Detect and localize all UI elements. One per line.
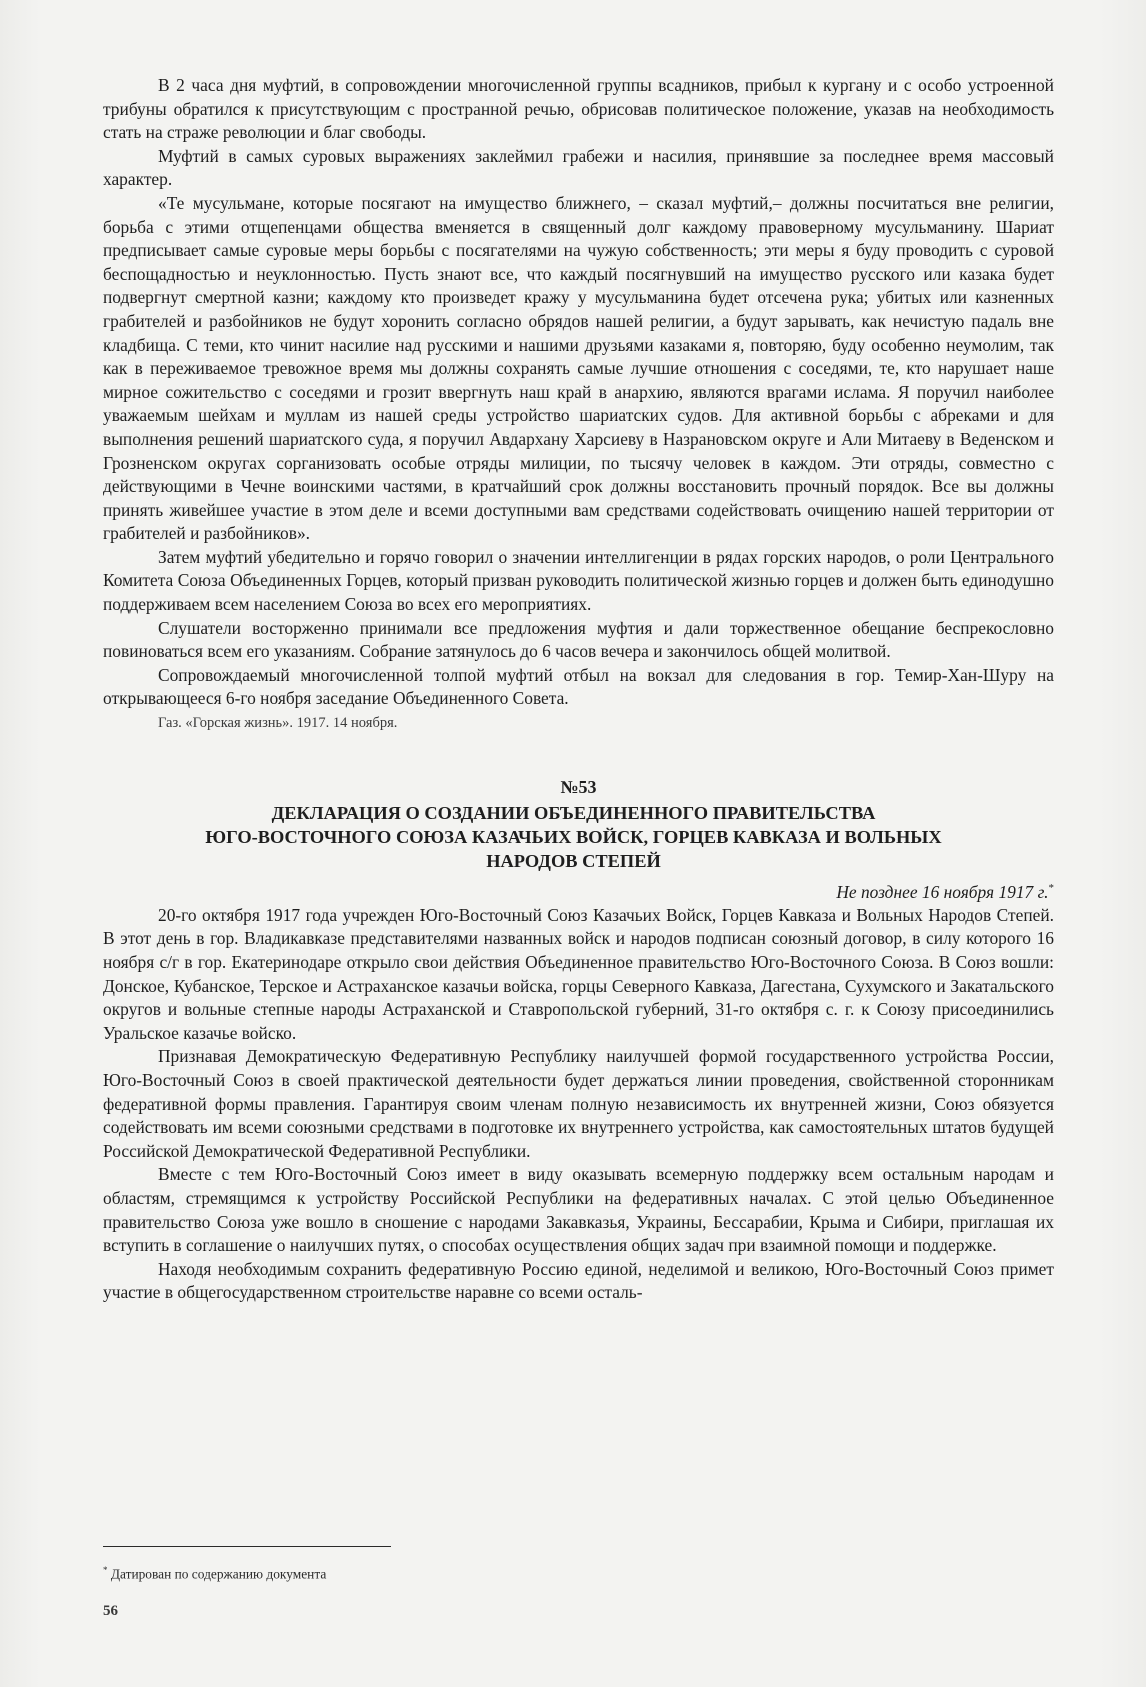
footnote-marker: * [103,1565,108,1575]
paragraph: Муфтий в самых суровых выражениях заклеймил грабежи и насилия, принявшие за последнее время массовый характер. [103,145,1054,190]
page-number: 56 [103,1603,118,1619]
paragraph: «Те мусульмане, которые посягают на имущество ближнего, – сказал муфтий,– должны посчитаться вне религии, борьба с этими отщепенцами общества вменяется в священный долг каждому правоверному мусульманину. Шариат предписывает самые суровые меры борьбы с посягателями на чужую собственность; эти меры я буду проводить с суровой беспощадностью и неуклонностью. Пусть знают все, что каждый посягнувший на имущество русского или казака будет подвергнут смертной казни; каждому кто произведет кражу у мусульманина будет отсечена рука; убитых или казненных грабителей и разбойников не будут хоронить согласно обрядов нашей религии, а будут зарывать, как нечистую падаль вне кладбища. С теми, кто чинит насилие над русскими и нашими друзьями казаками я, повторяю, буду особенно неумолим, так как в переживаемое тревожное время мы должны сохранять самые лучшие отношения с соседями, те, кто нарушает наше мирное сожительство с соседями и грозит ввергнуть наш край в анархию, являются врагами ислама. Я поручил наиболее уважаемым шейхам и муллам из нашей среды устройство шариатских судов. Для активной борьбы с абреками и для выполнения решений шариатского суда, я поручил Авдархану Харсиеву в Назрановском округе и Али Митаеву в Веденском и Грозненском округах сорганизовать особые отряды милиции, по тысячу человек в каждом. Эти отряды, совместно с действующими в Чечне воинскими частями, в кратчайший срок должны восстановить прочный порядок. Все вы должны принять живейшее участие в этом деле и всеми доступными вам средствами содействовать очищению нашей территории от грабителей и разбойников». [103,192,1054,544]
document-title-line: НАРОДОВ СТЕПЕЙ [486,851,661,872]
paragraph: Находя необходимым сохранить федеративную Россию единой, неделимой и великою, Юго-Восточный Союз примет участие в общегосударственном строительстве наравне со всеми осталь- [103,1258,1054,1303]
source-citation: Газ. «Горская жизнь». 1917. 14 ноября. [158,715,398,732]
paragraph: В 2 часа дня муфтий, в сопровождении многочисленной группы всадников, прибыл к кургану и с особо устроенной трибуны обратился к присутствующим с пространной речью, обрисовав политическое положение, указав на необходимость стать на страже революции и благ свободы. [103,75,1054,143]
document-number: №53 [560,777,597,798]
document-date [103,876,1054,904]
document-date-text: Не позднее 16 ноября 1917 г. [836,881,1049,902]
paragraph: 20-го октября 1917 года учрежден Юго-Восточный Союз Казачьих Войск, Горцев Кавказа и Вольных Народов Степей. В этот день в гор. Владикавказе представителями названных войск и народов подписан союзный договор, в силу которого 16 ноября с/г в гор. Екатеринодаре открыло свои действия Объединенное правительство Юго-Восточного Союза. В Союз вошли: Донское, Кубанское, Терское и Астраханское казачьи войска, горцы Северного Кавказа, Дагестана, Сухумского и Закатальского округов и вольные степные народы Астраханской и Ставропольской губерний, 31-го октября с. г. к Союзу присоединились Уральское казачье войско. [103,904,1054,1043]
document-title-line: ДЕКЛАРАЦИЯ О СОЗДАНИИ ОБЪЕДИНЕННОГО ПРАВИТЕЛЬСТВА [271,803,876,824]
paragraph: Признавая Демократическую Федеративную Республику наилучшей формой государственного устройства России, Юго-Восточный Союз в своей практической деятельности будет держаться линии проведения, свойственной сторонникам федеративной формы правления. Гарантируя своим членам полную независимость их внутренней жизни, Союз обязуется содействовать им всеми союзными средствами в подготовке их внутреннего устройства, как самостоятельных штатов будущей Российской Демократической Федеративной Республики. [103,1046,1054,1161]
paragraph: Слушатели восторженно принимали все предложения муфтия и дали торжественное обещание беспрекословно повиноваться всем его указаниям. Собрание затянулось до 6 часов вечера и закончилось общей молитвой. [103,617,1054,662]
paragraph: Вместе с тем Юго-Восточный Союз имеет в виду оказывать всемерную поддержку всем остальным народам и областям, стремящимся к устройству Российской Республики на федеративных началах. С этой целью Объединенное правительство Союза уже вошло в сношение с народами Закавказья, Украины, Бессарабии, Крыма и Сибири, приглашая их вступить в соглашение о наилучших путях, о способах осуществления общих задач при взаимной помощи и поддержке. [103,1164,1054,1256]
document-title [133,801,1014,873]
paragraph: Сопровождаемый многочисленной толпой муфтий отбыл на вокзал для следования в гор. Темир-Хан-Шуру на открывающееся 6-го ноября заседание Объединенного Совета. [103,664,1054,709]
footnote [103,1561,326,1583]
text-block-lower [103,904,1054,1305]
paragraph: Затем муфтий убедительно и горячо говорил о значении интеллигенции в рядах горских народов, о роли Центрального Комитета Союза Объединенных Горцев, который призван руководить политической жизнью горцев и должен быть единодушно поддерживаем всем населением Союза во всех его мероприятиях. [103,546,1054,615]
footnote-text: Датирован по содержанию документа [110,1566,327,1582]
footnote-marker: * [1048,882,1054,895]
document-title-line: ЮГО-ВОСТОЧНОГО СОЮЗА КАЗАЧЬИХ ВОЙСК, ГОРЦЕВ КАВКАЗА И ВОЛЬНЫХ [205,827,942,848]
text-block-upper [103,74,1054,711]
footnote-divider [103,1546,391,1547]
